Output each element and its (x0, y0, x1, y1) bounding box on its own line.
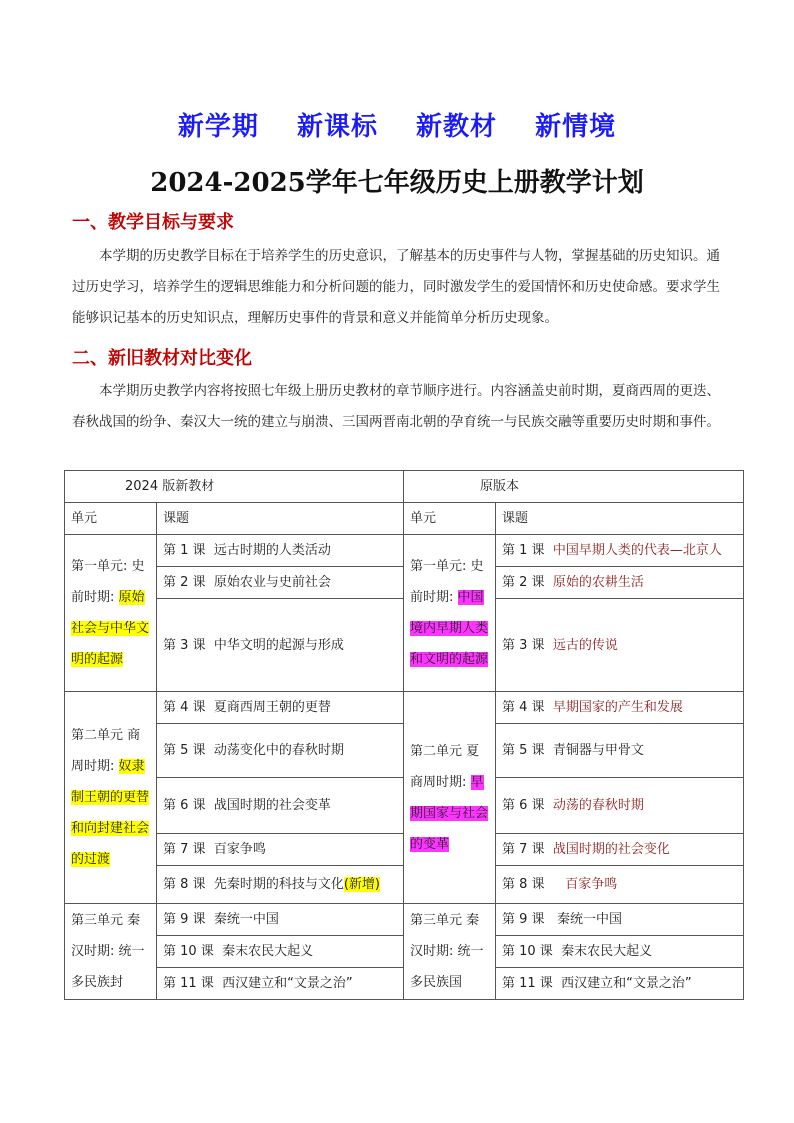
table-column-header-row (65, 503, 744, 535)
old-lesson-cell (496, 599, 744, 692)
new-lesson-cell (157, 692, 404, 724)
lesson-title: 早期国家的产生和发展 (552, 700, 683, 715)
lesson-number: 第 8 课 (502, 877, 545, 892)
new-unit-label: 第一单元: 史前时期: (71, 559, 145, 605)
table-row (65, 535, 744, 567)
lesson-number: 第 6 课 (502, 798, 545, 813)
lesson-number: 第 1 课 (502, 543, 545, 558)
old-lesson-cell (496, 904, 744, 936)
slogan-item: 新教材 (416, 112, 498, 142)
lesson-title: 西汉建立和“文景之治” (561, 976, 692, 991)
lesson-title: 秦末农民大起义 (222, 944, 314, 959)
new-lesson-cell (157, 904, 404, 936)
section-paragraph-goals: 本学期的历史教学目标在于培养学生的历史意识，了解基本的历史事件与人物，掌握基础的历史知识。通过历史学习，培养学生的逻辑思维能力和分析问题的能力，同时激发学生的爱国情怀和历史使命感。要求学生能够识记基本的历史知识点，理解历史事件的背景和意义并能简单分析历史现象。 (72, 248, 720, 326)
old-edition-header: 原版本 (404, 471, 744, 503)
col-lesson-header: 课题 (157, 503, 404, 535)
new-unit-label: 第二单元 商周时期: (71, 728, 141, 774)
old-lesson-cell (496, 724, 744, 778)
section-heading-comparison: 二、新旧教材对比变化 (72, 348, 252, 369)
new-lesson-cell (157, 567, 404, 599)
lesson-number: 第 9 课 (163, 912, 206, 927)
old-unit-cell (404, 692, 496, 904)
col-unit-header: 单元 (65, 503, 157, 535)
lesson-title: 青铜器与甲骨文 (552, 743, 644, 758)
lesson-title: 秦统一中国 (556, 912, 622, 927)
new-unit-cell (65, 904, 157, 1000)
new-unit-cell (65, 535, 157, 692)
lesson-title: 战国时期的社会变化 (552, 842, 670, 857)
new-lesson-cell (157, 936, 404, 968)
old-unit-label: 第二单元 夏商周时期: (410, 743, 480, 790)
old-lesson-cell (496, 535, 744, 567)
new-lesson-tag: (新增) (343, 877, 380, 892)
lesson-title: 远古的传说 (552, 637, 618, 653)
lesson-number: 第 9 课 (502, 912, 545, 927)
old-unit-cell (404, 904, 496, 1000)
lesson-title: 百家争鸣 (213, 842, 266, 857)
table-row (65, 904, 744, 936)
lesson-title: 百家争鸣 (565, 877, 618, 892)
old-unit-highlight: 中国境内早期人类和文明的起源 (410, 590, 489, 667)
section-heading-goals: 一、教学目标与要求 (72, 212, 234, 233)
table-header-row (65, 471, 744, 503)
new-unit-label: 第三单元 秦汉时期: 统一多民族封 (71, 913, 145, 990)
lesson-number: 第 11 课 (502, 976, 553, 991)
new-lesson-cell (157, 724, 404, 778)
lesson-title: 动荡变化中的春秋时期 (213, 743, 344, 758)
table-row (65, 692, 744, 724)
lesson-title: 西汉建立和“文景之治” (222, 976, 353, 991)
lesson-number: 第 10 课 (163, 944, 214, 959)
lesson-title: 远古时期的人类活动 (213, 543, 331, 558)
new-lesson-cell (157, 834, 404, 866)
old-lesson-cell (496, 936, 744, 968)
lesson-number: 第 10 课 (502, 944, 553, 959)
old-lesson-cell (496, 866, 744, 904)
old-unit-label: 第三单元 秦汉时期: 统一多民族国 (410, 913, 484, 990)
lesson-number: 第 7 课 (502, 842, 545, 857)
old-lesson-cell (496, 692, 744, 724)
lesson-title: 原始农业与史前社会 (213, 575, 331, 590)
slogan-item: 新情境 (535, 112, 617, 142)
slogan-item: 新学期 (177, 112, 259, 142)
old-lesson-cell (496, 778, 744, 834)
lesson-title: 秦末农民大起义 (561, 944, 653, 959)
lesson-title: 中国早期人类的代表—北京人 (552, 543, 722, 558)
lesson-number: 第 5 课 (502, 743, 545, 758)
lesson-title: 中华文明的起源与形成 (213, 637, 344, 653)
lesson-number: 第 4 课 (502, 700, 545, 715)
new-lesson-cell (157, 968, 404, 1000)
new-lesson-cell (157, 866, 404, 904)
new-lesson-cell (157, 778, 404, 834)
lesson-number: 第 8 课 (163, 877, 206, 892)
slogan-item: 新课标 (296, 112, 378, 142)
lesson-title: 先秦时期的科技与文化 (213, 877, 344, 892)
lesson-number: 第 11 课 (163, 976, 214, 991)
lesson-number: 第 2 课 (502, 575, 545, 590)
new-lesson-cell (157, 599, 404, 692)
new-unit-highlight: 原始社会与中华文明的起源 (71, 590, 150, 667)
comparison-table (64, 470, 744, 1000)
lesson-number: 第 6 课 (163, 798, 206, 813)
lesson-title: 原始的农耕生活 (552, 575, 644, 590)
lesson-title: 动荡的春秋时期 (552, 798, 644, 813)
old-lesson-cell (496, 567, 744, 599)
lesson-number: 第 5 课 (163, 743, 206, 758)
lesson-number: 第 7 课 (163, 842, 206, 857)
old-lesson-cell (496, 968, 744, 1000)
col-unit-header: 单元 (404, 503, 496, 535)
old-unit-highlight: 早期国家与社会的变革 (410, 774, 489, 852)
new-unit-highlight: 奴隶制王朝的更替和向封建社会的过渡 (71, 759, 150, 867)
section-paragraph-comparison: 本学期历史教学内容将按照七年级上册历史教材的章节顺序进行。内容涵盖史前时期，夏商西周的更迭、春秋战国的纷争、秦汉大一统的建立与崩溃、三国两晋南北朝的孕育统一与民族交融等重要历史时期和事件。 (72, 383, 720, 430)
old-unit-cell (404, 535, 496, 692)
lesson-number: 第 4 课 (163, 700, 206, 715)
lesson-number: 第 1 课 (163, 543, 206, 558)
lesson-title: 秦统一中国 (213, 912, 279, 927)
lesson-title: 夏商西周王朝的更替 (213, 700, 331, 715)
lesson-number: 第 2 课 (163, 575, 206, 590)
document-title: 2024-2025学年七年级历史上册教学计划 (150, 168, 644, 198)
lesson-number: 第 3 课 (502, 637, 545, 653)
lesson-number: 第 3 课 (163, 637, 206, 653)
old-unit-label: 第一单元: 史前时期: (410, 559, 484, 605)
new-unit-cell (65, 692, 157, 904)
old-lesson-cell (496, 834, 744, 866)
new-lesson-cell (157, 535, 404, 567)
new-edition-header: 2024 版新教材 (65, 471, 404, 503)
lesson-title: 战国时期的社会变革 (213, 798, 331, 813)
col-lesson-header: 课题 (496, 503, 744, 535)
slogan-banner (0, 106, 794, 143)
